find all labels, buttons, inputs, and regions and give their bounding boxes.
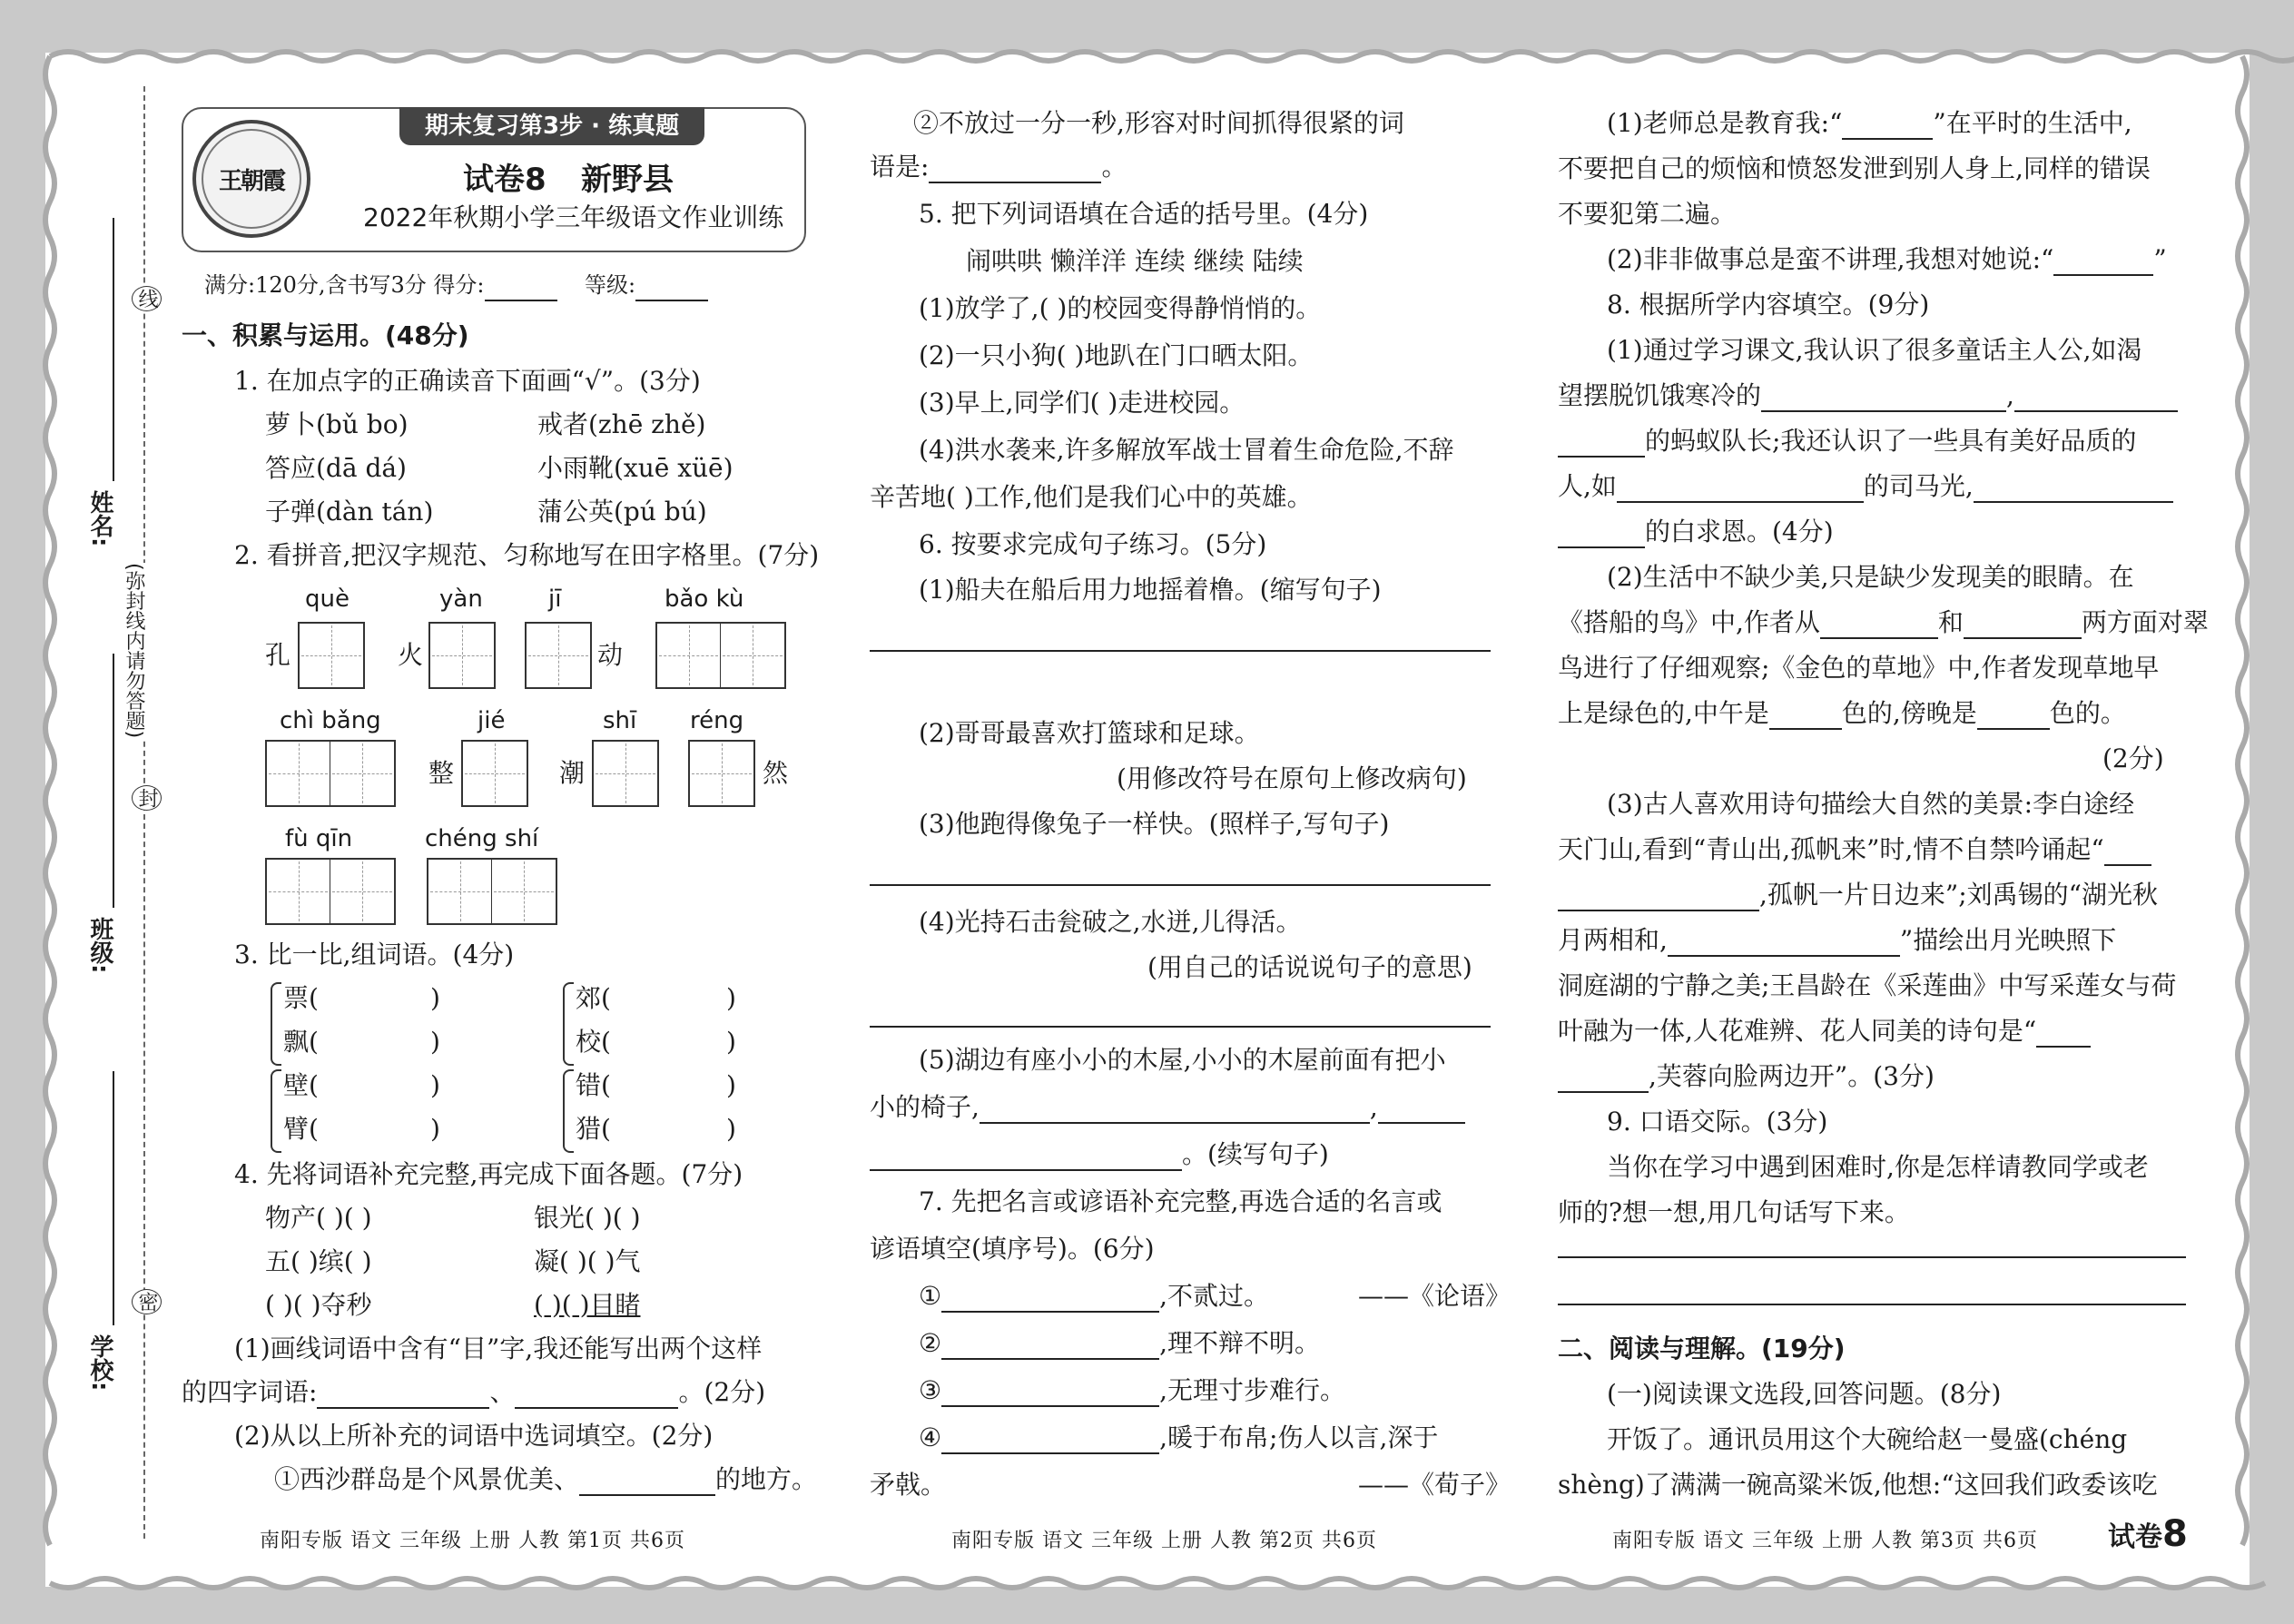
q4-word: 五( )缤( ) (265, 1246, 372, 1276)
p3-line: (1)通过学习课文,我认识了很多童话主人公,如渴 (1607, 335, 2142, 365)
answer-blank[interactable] (515, 1382, 678, 1409)
p3-line: 不要把自己的烦恼和愤怒发泄到别人身上,同样的错误 (1558, 153, 2151, 183)
answer-line[interactable] (1558, 1256, 2186, 1258)
p3-line: 叶融为一体,人花难辨、花人同美的诗句是“ (1558, 1015, 2091, 1048)
char: 火 (398, 640, 424, 670)
q3-title: 3. 比一比,组词语。(4分) (234, 940, 515, 969)
answer-blank[interactable] (929, 156, 1101, 183)
answer-blank[interactable] (1558, 521, 1645, 548)
score-line: 满分:120分,含书写3分 得分: 等级: (204, 269, 708, 301)
q6-item: (4)光持石击瓮破之,水迸,儿得活。 (919, 907, 1302, 937)
q3-item: 郊( (576, 983, 611, 1013)
answer-line[interactable] (870, 650, 1491, 652)
q4-word-underlined: ( )( )目睹 (534, 1290, 641, 1320)
name-label: 姓名: (86, 490, 113, 547)
writing-grid[interactable] (428, 622, 496, 689)
q5-words: 闹哄哄 懒洋洋 连续 继续 陆续 (966, 246, 1304, 276)
p2-line: ②不放过一分一秒,形容对时间抓得很紧的词 (913, 108, 1404, 138)
q2-title: 2. 看拼音,把汉字规范、匀称地写在田字格里。(7分) (234, 540, 820, 570)
pinyin: yàn (439, 586, 483, 613)
logo-ring (202, 129, 301, 229)
pinyin: jié (478, 707, 506, 734)
answer-line[interactable] (870, 1026, 1491, 1028)
q5-item: (1)放学了,( )的校园变得静悄悄的。 (919, 293, 1322, 323)
q7-item: ① ,不贰过。 (919, 1281, 1270, 1311)
q6-title: 6. 按要求完成句子练习。(5分) (919, 529, 1267, 559)
q4-word: 凝( )( )气 (534, 1246, 641, 1276)
writing-grid[interactable] (265, 858, 396, 925)
answer-blank[interactable] (579, 1469, 715, 1496)
p3-line: (一)阅读课文选段,回答问题。(8分) (1607, 1379, 2002, 1409)
binding-mark-line: 线 (132, 286, 162, 311)
answer-blank[interactable] (2104, 839, 2151, 866)
score-field[interactable] (485, 274, 557, 301)
brace (563, 1069, 574, 1153)
writing-grid[interactable] (592, 740, 659, 807)
p3-line: 月两相和, ”描绘出月光映照下 (1558, 925, 2117, 955)
p3-line: 不要犯第二遍。 (1558, 199, 1737, 229)
p3-line: (2)非非做事总是蛮不讲理,我想对她说:“ ” (1607, 244, 2167, 274)
p3-line: ,孤帆一片日边来”;刘禹锡的“湖光秋 (1558, 879, 2158, 911)
answer-blank[interactable] (1974, 476, 2173, 503)
q5-item: (2)一只小狗( )地趴在门口晒太阳。 (919, 340, 1314, 370)
p3-line: (2)生活中不缺少美,只是缺少发现美的眼睛。在 (1607, 562, 2134, 592)
p3-line: 开饭了。通讯员用这个大碗给赵一曼盛(chéng (1607, 1424, 2128, 1454)
school-label: 学校: (86, 1334, 113, 1392)
p3-line: (1)老师总是教育我:“ ”在平时的生活中, (1607, 108, 2132, 138)
q4-2-line: ①西沙群岛是个风景优美、 的地方。 (274, 1464, 818, 1494)
class-label: 班级: (86, 917, 113, 974)
q6-item: (3)他跑得像兔子一样快。(照样子,写句子) (919, 809, 1390, 839)
binding-mark-seal: 封 (132, 785, 162, 811)
logo (192, 120, 310, 238)
q4-2-title: (2)从以上所补充的词语中选词填空。(2分) (234, 1421, 714, 1451)
pinyin: shī (603, 707, 637, 734)
q5-item: 辛苦地( )工作,他们是我们心中的英雄。 (870, 482, 1313, 512)
answer-blank[interactable] (1820, 612, 1938, 639)
q4-word: ( )( )夺秒 (265, 1290, 372, 1320)
p3-line: 洞庭湖的宁静之美;王昌龄在《采莲曲》中写采莲女与荷 (1558, 970, 2177, 1000)
binding-note: (弥封线内请勿答题) (120, 563, 148, 738)
banner: 期末复习第3步 · 练真题 (399, 107, 704, 145)
pinyin: jī (548, 586, 562, 613)
answer-blank[interactable] (941, 1380, 1159, 1407)
q3-close: ) (430, 1114, 440, 1144)
q1-item: 萝卜(bǔ bo) (265, 409, 409, 439)
writing-grid[interactable] (655, 622, 786, 689)
q3-close: ) (726, 983, 736, 1013)
q3-item: 臂( (283, 1114, 319, 1144)
q3-item: 票( (283, 983, 319, 1013)
q1-title: 1. 在加点字的正确读音下面画“√”。(3分) (234, 366, 701, 396)
q5-item: (4)洪水袭来,许多解放军战士冒着生命危险,不辞 (919, 435, 1454, 465)
q6-hint: (用修改符号在原句上修改病句) (1117, 763, 1467, 793)
q1-item: 子弹(dàn tán) (265, 497, 434, 527)
q6-item-line: 小的椅子, , (870, 1091, 1465, 1124)
q6-hint: (用自己的话说说句子的意思) (1147, 952, 1472, 982)
q3-close: ) (726, 1070, 736, 1100)
q7-source: ——《论语》 (1358, 1281, 1511, 1311)
answer-blank[interactable] (941, 1427, 1159, 1454)
p3-line: 望摆脱饥饿寒冷的 , (1558, 379, 2178, 412)
p3-score: (2分) (2102, 743, 2164, 773)
writing-grid[interactable] (298, 622, 365, 689)
answer-blank[interactable] (2014, 385, 2178, 412)
answer-line[interactable] (870, 884, 1491, 886)
answer-blank[interactable] (941, 1285, 1159, 1313)
answer-blank[interactable] (1977, 703, 2050, 730)
q3-item: 错( (576, 1070, 611, 1100)
p3-line: 的蚂蚁队长;我还认识了一些具有美好品质的 (1558, 425, 2136, 458)
answer-blank[interactable] (1769, 703, 1842, 730)
q3-close: ) (430, 1070, 440, 1100)
answer-blank[interactable] (1668, 930, 1900, 957)
answer-blank[interactable] (1842, 113, 1933, 140)
pinyin: bǎo kù (665, 586, 744, 613)
pinyin: réng (690, 707, 744, 734)
char: 然 (763, 758, 789, 788)
q4-1-line1: (1)画线词语中含有“目”字,我还能写出两个这样 (234, 1334, 763, 1363)
q7-item: ② ,理不辩不明。 (919, 1328, 1321, 1358)
name-field[interactable] (113, 218, 114, 481)
q4-title: 4. 先将词语补充完整,再完成下面各题。(7分) (234, 1159, 743, 1189)
paper-tag: 试卷8 (2108, 1513, 2188, 1555)
pinyin: fù qīn (285, 825, 353, 852)
q1-item: 戒者(zhē zhě) (537, 409, 706, 439)
section-1-title: 一、积累与运用。(48分) (182, 320, 469, 350)
char: 动 (597, 640, 624, 670)
q1-item: 答应(dā dá) (265, 453, 407, 483)
answer-blank[interactable] (1558, 1066, 1649, 1093)
q6-item: (1)船夫在船后用力地摇着橹。(缩写句子) (919, 575, 1382, 605)
p2-line: 语是: 。 (870, 152, 1127, 182)
q1-item: 小雨靴(xuē xüē) (537, 453, 733, 483)
answer-blank[interactable] (1558, 430, 1645, 458)
p3-line: shèng)了满满一碗高粱米饭,他想:“这回我们政委该吃 (1558, 1470, 2158, 1500)
answer-blank[interactable] (2053, 249, 2153, 276)
q7-item-end: 矛戟。 (870, 1470, 947, 1500)
p3-line: ,芙蓉向脸两边开”。(3分) (1558, 1060, 1935, 1093)
q3-close: ) (430, 1027, 440, 1057)
char: 孔 (265, 640, 291, 670)
q8-title: 8. 根据所学内容填空。(9分) (1607, 290, 1930, 320)
answer-line[interactable] (1558, 1304, 2186, 1305)
answer-blank[interactable] (941, 1333, 1159, 1360)
brace (563, 982, 574, 1066)
page-footer: 南阳专版 语文 三年级 上册 人教 第1页 共6页 (260, 1530, 685, 1552)
paper-number: 试卷8 (463, 162, 546, 198)
answer-blank[interactable] (1617, 476, 1864, 503)
p3-line: (3)古人喜欢用诗句描绘大自然的美景:李白途经 (1607, 789, 2135, 819)
q1-item: 蒲公英(pú bú) (537, 497, 707, 527)
q4-word: 银光( )( ) (534, 1203, 641, 1233)
q7-title: 谚语填空(填序号)。(6分) (870, 1234, 1155, 1264)
p3-line: 师的?想一想,用几句话写下来。 (1558, 1197, 1910, 1227)
answer-blank[interactable] (1964, 612, 2082, 639)
answer-blank[interactable] (1378, 1097, 1465, 1124)
q3-item: 壁( (283, 1070, 319, 1100)
q7-item: ④ ,暖于布帛;伤人以言,深于 (919, 1422, 1439, 1452)
q3-item: 猎( (576, 1114, 611, 1144)
char: 潮 (559, 758, 586, 788)
p3-line: 鸟进行了仔细观察;《金色的草地》中,作者发现草地早 (1558, 653, 2160, 683)
q7-title: 7. 先把名言或谚语补充完整,再选合适的名言或 (919, 1186, 1442, 1216)
q3-item: 校( (576, 1027, 611, 1057)
q6-item: (5)湖边有座小小的木屋,小小的木屋前面有把小 (919, 1045, 1446, 1075)
writing-grid[interactable] (688, 740, 755, 807)
writing-grid[interactable] (265, 740, 396, 807)
class-field[interactable] (113, 654, 114, 908)
pinyin: chì bǎng (280, 707, 381, 734)
q4-1-line2: 的四字词语: 、 。(2分) (182, 1377, 766, 1407)
pinyin: què (305, 586, 350, 613)
p3-line: 的白求恩。(4分) (1558, 516, 1834, 548)
p3-line: 《搭船的鸟》中,作者从 和 两方面对翠 (1558, 607, 2209, 637)
writing-grid[interactable] (525, 622, 592, 689)
answer-blank[interactable] (980, 1097, 1370, 1124)
answer-blank[interactable] (2036, 1020, 2091, 1048)
q7-source: ——《荀子》 (1358, 1470, 1511, 1500)
pinyin: chéng shí (425, 825, 539, 852)
q5-title: 5. 把下列词语填在合适的括号里。(4分) (919, 199, 1369, 229)
brace (271, 1069, 281, 1153)
q9-title: 9. 口语交际。(3分) (1607, 1107, 1828, 1137)
p3-line: 天门山,看到“青山出,孤帆来”时,情不自禁吟诵起“ (1558, 833, 2151, 866)
q5-item: (3)早上,同学们( )走进校园。 (919, 388, 1245, 418)
q6-item-line: 。(续写句子) (870, 1138, 1329, 1171)
subtitle: 2022年秋期小学三年级语文作业训练 (363, 202, 784, 232)
logo-text: 王朝霞 (218, 167, 284, 195)
county: 新野县 (581, 162, 674, 198)
answer-blank[interactable] (1761, 385, 2006, 412)
q6-item: (2)哥哥最喜欢打篮球和足球。 (919, 718, 1260, 748)
writing-grid[interactable] (427, 858, 557, 925)
answer-blank[interactable] (1558, 884, 1759, 911)
q3-close: ) (726, 1114, 736, 1144)
grade-field[interactable] (635, 274, 708, 301)
q3-item: 飘( (283, 1027, 319, 1057)
q7-item: ③ ,无理寸步难行。 (919, 1375, 1346, 1405)
page-footer: 南阳专版 语文 三年级 上册 人教 第3页 共6页 (1612, 1530, 2038, 1552)
page-footer: 南阳专版 语文 三年级 上册 人教 第2页 共6页 (951, 1530, 1377, 1552)
answer-blank[interactable] (870, 1144, 1182, 1171)
school-field[interactable] (113, 1071, 114, 1325)
brace (271, 982, 281, 1066)
p3-line: 人,如 的司马光, (1558, 470, 2173, 503)
writing-grid[interactable] (461, 740, 528, 807)
q3-close: ) (726, 1027, 736, 1057)
p3-line: 上是绿色的,中午是 色的,傍晚是 色的。 (1558, 698, 2126, 728)
q4-word: 物产( )( ) (265, 1203, 372, 1233)
q3-close: ) (430, 983, 440, 1013)
char: 整 (428, 758, 455, 788)
answer-blank[interactable] (317, 1382, 489, 1409)
section-2-title: 二、阅读与理解。(19分) (1558, 1334, 1846, 1363)
binding-mark-secret: 密 (132, 1289, 162, 1314)
p3-line: 当你在学习中遇到困难时,你是怎样请教同学或老 (1607, 1152, 2149, 1182)
